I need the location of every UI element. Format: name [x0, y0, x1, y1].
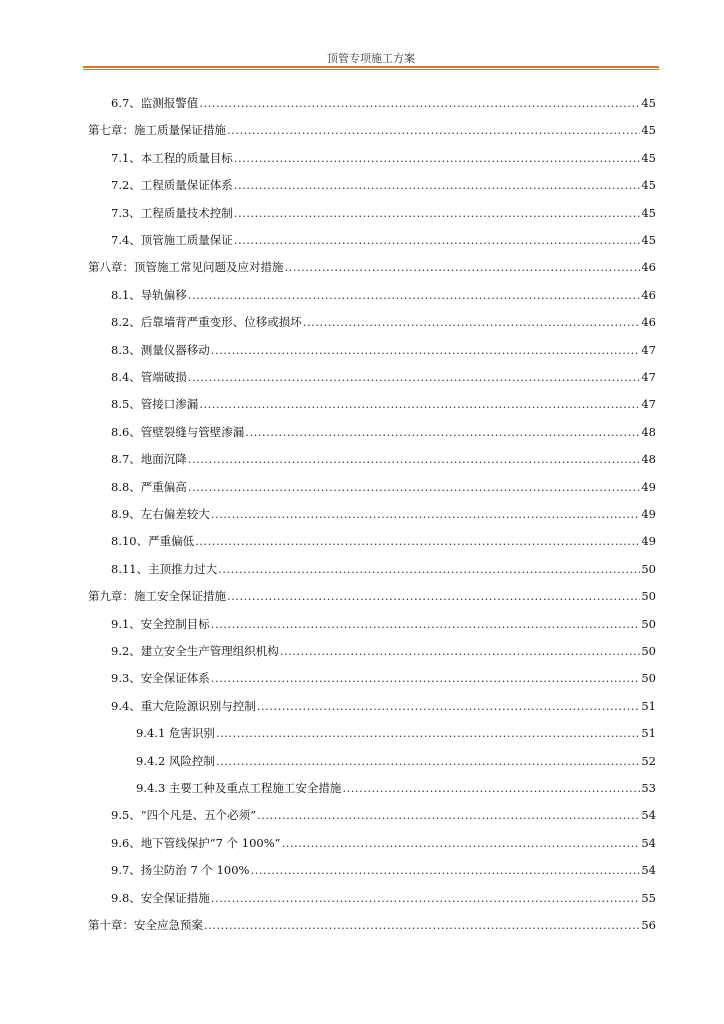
toc-entry[interactable]	[111, 534, 656, 548]
toc-entry[interactable]	[111, 863, 656, 877]
toc-entry-label: 9.5、“四个凡是、五个必须”	[111, 808, 257, 822]
toc-entry-page-number: 46	[641, 260, 656, 274]
toc-entry-label: 9.6、地下管线保护“7 个 100%”	[111, 836, 281, 850]
toc-dot-leader	[303, 315, 641, 329]
toc-entry-page-number: 50	[641, 562, 656, 576]
toc-entry-page-number: 51	[641, 726, 656, 740]
toc-entry[interactable]	[111, 178, 656, 192]
toc-entry-label: 第十章：安全应急预案	[88, 918, 203, 932]
toc-entry[interactable]	[111, 425, 656, 439]
toc-entry[interactable]	[136, 781, 656, 795]
toc-entry-page-number: 50	[641, 617, 656, 631]
toc-entry-label: 9.2、建立安全生产管理组织机构	[111, 644, 279, 658]
toc-entry-label: 9.4.2 风险控制	[136, 754, 215, 768]
toc-dot-leader	[188, 370, 641, 384]
toc-dot-leader	[211, 343, 641, 357]
toc-entry[interactable]	[111, 96, 656, 110]
toc-entry-label: 9.4.3 主要工种及重点工程施工安全措施	[136, 781, 342, 795]
toc-dot-leader	[250, 863, 640, 877]
toc-entry[interactable]	[111, 671, 656, 685]
toc-entry-label: 8.8、严重偏高	[111, 480, 187, 494]
toc-entry-label: 7.2、工程质量保证体系	[111, 178, 233, 192]
toc-dot-leader	[211, 507, 641, 521]
toc-entry[interactable]	[111, 370, 656, 384]
toc-entry-label: 8.2、后靠墙背严重变形、位移或损坏	[111, 315, 302, 329]
toc-entry-page-number: 47	[641, 370, 656, 384]
toc-dot-leader	[188, 288, 641, 302]
toc-entry[interactable]	[111, 151, 656, 165]
toc-entry[interactable]	[88, 918, 656, 932]
toc-dot-leader	[257, 699, 641, 713]
page-header-title: 顶管专项施工方案	[327, 52, 415, 65]
toc-entry-label: 第九章：施工安全保证措施	[88, 589, 226, 603]
toc-entry-page-number: 45	[641, 233, 656, 247]
toc-entry[interactable]	[111, 452, 656, 466]
toc-entry-page-number: 46	[641, 288, 656, 302]
toc-entry-page-number: 47	[641, 397, 656, 411]
toc-entry-page-number: 48	[641, 452, 656, 466]
toc-entry[interactable]	[111, 644, 656, 658]
toc-entry-page-number: 55	[641, 891, 656, 905]
toc-entry-label: 9.1、安全控制目标	[111, 617, 210, 631]
toc-entry-label: 9.4、重大危险源识别与控制	[111, 699, 256, 713]
toc-dot-leader	[234, 151, 641, 165]
toc-entry-label: 7.1、本工程的质量目标	[111, 151, 233, 165]
toc-dot-leader	[218, 562, 640, 576]
toc-entry-page-number: 54	[641, 836, 656, 850]
header-rule-thin	[83, 69, 659, 70]
toc-entry[interactable]	[111, 507, 656, 521]
toc-entry-label: 7.3、工程质量技术控制	[111, 206, 233, 220]
toc-entry-page-number: 53	[641, 781, 656, 795]
toc-dot-leader	[280, 644, 641, 658]
toc-dot-leader	[195, 534, 640, 548]
toc-dot-leader	[282, 836, 641, 850]
toc-entry-page-number: 51	[641, 699, 656, 713]
toc-entry-label: 8.9、左右偏差较大	[111, 507, 210, 521]
toc-entry[interactable]	[111, 699, 656, 713]
toc-entry[interactable]	[111, 233, 656, 247]
toc-dot-leader	[188, 480, 641, 494]
toc-entry[interactable]	[111, 808, 656, 822]
toc-entry[interactable]	[111, 206, 656, 220]
toc-entry[interactable]	[111, 397, 656, 411]
toc-entry-page-number: 45	[641, 206, 656, 220]
toc-dot-leader	[216, 726, 640, 740]
toc-entry-page-number: 49	[641, 507, 656, 521]
toc-dot-leader	[188, 452, 641, 466]
toc-dot-leader	[211, 671, 641, 685]
toc-entry-label: 8.3、测量仪器移动	[111, 343, 210, 357]
toc-entry-page-number: 48	[641, 425, 656, 439]
toc-dot-leader	[199, 397, 640, 411]
toc-entry-label: 9.3、安全保证体系	[111, 671, 210, 685]
toc-entry-label: 9.7、扬尘防治 7 个 100%	[111, 863, 250, 877]
toc-dot-leader	[204, 918, 640, 932]
toc-entry-label: 8.6、管壁裂缝与管壁渗漏	[111, 425, 245, 439]
toc-entry[interactable]	[111, 343, 656, 357]
toc-entry-page-number: 50	[641, 644, 656, 658]
toc-entry[interactable]	[88, 260, 656, 274]
toc-entry[interactable]	[111, 288, 656, 302]
toc-entry-page-number: 50	[641, 589, 656, 603]
toc-entry-label: 8.1、导轨偏移	[111, 288, 187, 302]
toc-entry-page-number: 52	[641, 754, 656, 768]
toc-entry-page-number: 49	[641, 480, 656, 494]
toc-entry[interactable]	[111, 480, 656, 494]
toc-entry[interactable]	[111, 891, 656, 905]
toc-dot-leader	[234, 206, 641, 220]
toc-dot-leader	[285, 260, 641, 274]
toc-entry-page-number: 47	[641, 343, 656, 357]
toc-dot-leader	[234, 233, 641, 247]
toc-entry[interactable]	[111, 562, 656, 576]
toc-entry-page-number: 50	[641, 671, 656, 685]
toc-dot-leader	[211, 891, 641, 905]
toc-dot-leader	[199, 96, 640, 110]
toc-entry-page-number: 54	[641, 808, 656, 822]
toc-entry[interactable]	[111, 315, 656, 329]
toc-entry-page-number: 46	[641, 315, 656, 329]
toc-dot-leader	[245, 425, 640, 439]
toc-entry-label: 6.7、监测报警值	[111, 96, 199, 110]
toc-entry-label: 第七章：施工质量保证措施	[88, 123, 226, 137]
toc-dot-leader	[342, 781, 640, 795]
toc-entry-label: 8.5、管接口渗漏	[111, 397, 199, 411]
toc-entry-label: 9.8、安全保证措施	[111, 891, 210, 905]
toc-entry-label: 9.4.1 危害识别	[136, 726, 215, 740]
toc-entry-label: 8.10、严重偏低	[111, 534, 195, 548]
toc-entry[interactable]	[136, 754, 656, 768]
toc-entry-page-number: 45	[641, 151, 656, 165]
toc-entry-page-number: 45	[641, 123, 656, 137]
toc-dot-leader	[227, 123, 640, 137]
toc-dot-leader	[227, 589, 640, 603]
toc-entry-label: 8.11、主顶推力过大	[111, 562, 218, 576]
toc-entry-label: 8.4、管端破损	[111, 370, 187, 384]
toc-entry-page-number: 49	[641, 534, 656, 548]
toc-entry-label: 7.4、顶管施工质量保证	[111, 233, 233, 247]
toc-entry-page-number: 45	[641, 96, 656, 110]
toc-entry-page-number: 56	[641, 918, 656, 932]
toc-entry-label: 第八章：顶管施工常见问题及应对措施	[88, 260, 284, 274]
toc-entry-page-number: 54	[641, 863, 656, 877]
toc-dot-leader	[234, 178, 641, 192]
toc-dot-leader	[257, 808, 640, 822]
toc-entry[interactable]	[136, 726, 656, 740]
toc-entry[interactable]	[111, 836, 656, 850]
toc-entry-page-number: 45	[641, 178, 656, 192]
toc-entry[interactable]	[111, 617, 656, 631]
toc-entry[interactable]	[88, 123, 656, 137]
toc-dot-leader	[216, 754, 640, 768]
header-rule-thick	[83, 66, 659, 68]
toc-dot-leader	[211, 617, 641, 631]
toc-entry-label: 8.7、地面沉降	[111, 452, 187, 466]
toc-entry[interactable]	[88, 589, 656, 603]
